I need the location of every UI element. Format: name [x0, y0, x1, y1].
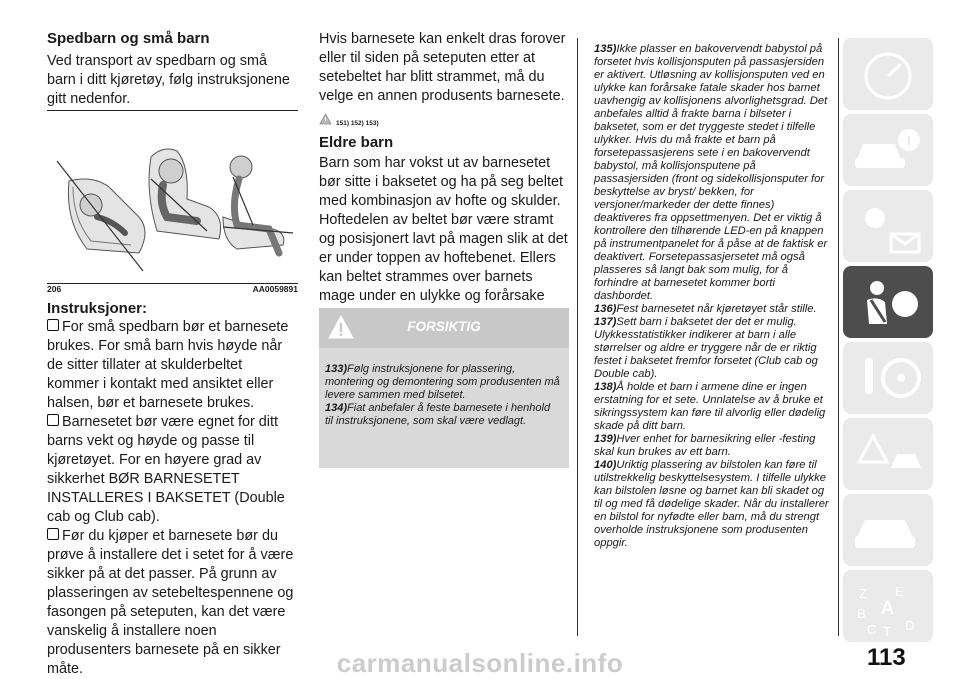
car-service-icon [843, 494, 933, 566]
bullet-square-icon [47, 414, 59, 426]
tab-lights[interactable] [843, 190, 933, 262]
warning-triangle-car-icon [843, 418, 933, 490]
warning-box [319, 308, 569, 468]
bullet-item: Før du kjøper et barnesete bør du prøve å installere det i setet for å være sikker på at det passer. På grunn av plasseringen av setebeltespennene og fasongen på seteputen, kan det være vanskelig å installere noen produsenters barnesete på en sikker måte. [47, 528, 294, 677]
bullet-item: Barnesetet bør være egnet for ditt barns vekt og høyde og passe til kjøretøyet. For en høyere grad av sikkerhet BØR BARNESETET INSTALLERES I BAKSETET (Double cab og Club cab). [47, 414, 285, 525]
bullet-square-icon [47, 528, 59, 540]
reference-line [319, 112, 569, 128]
intro-text: Ved transport av spedbarn og små barn i ditt kjøretøy, følg instruksjonene gitt nedenfor. [47, 53, 290, 107]
index-letter: B [857, 606, 866, 621]
index-letter: E [895, 584, 904, 599]
tab-dashboard[interactable] [843, 38, 933, 110]
tab-maintenance[interactable] [843, 494, 933, 566]
child-seat-illustration [47, 121, 298, 284]
index-letter: Z [859, 586, 867, 601]
tab-emergency[interactable] [843, 418, 933, 490]
paragraph: Hvis barnesete kan enkelt dras forover eller til siden på seteputen etter at setebeltet har blitt strammet, må du velge en annen produsents barnesete. [319, 31, 566, 104]
alphabetical-index-icon [843, 570, 933, 642]
speedometer-icon [843, 38, 933, 110]
watermark: carmanualsonline.info [336, 648, 624, 678]
car-info-icon [843, 114, 933, 186]
column-middle [319, 30, 569, 325]
figure-page-ref: 206 [47, 284, 62, 294]
tab-safety[interactable] [843, 266, 933, 338]
section-heading: Eldre barn [319, 134, 394, 151]
instructions-block [47, 300, 298, 679]
section-heading: Spedbarn og små barn [47, 30, 210, 47]
index-letter: T [883, 624, 891, 639]
instructions-heading: Instruksjoner: [47, 300, 148, 317]
index-letter: C [867, 622, 877, 637]
steering-key-icon [843, 342, 933, 414]
tab-vehicle-info[interactable] [843, 114, 933, 186]
warning-text: 133)Følg instruksjonene for plassering, montering og demontering som produsenten må levere sammen med bilsetet. 134)Fiat anbefaler å feste barnesete i henhold til instruksjonene, som skal være vedlagt. [325, 363, 560, 427]
page-number: 113 [867, 644, 906, 671]
light-warning-icon [843, 190, 933, 262]
warning-title: FORSIKTIG [407, 319, 481, 334]
bullet-item: For små spedbarn bør et barnesete brukes. For små barn hvis høyde når de sitter tillater at skulderbeltet kommer i kontakt med ansiktet eller halsen, bør et barnesete brukes. [47, 319, 289, 411]
warning-references: 151) 152) 153) [336, 120, 379, 127]
column-left [47, 30, 298, 109]
warning-list: 135)Ikke plasser en bakovervendt babystol på forsetet hvis kollisjonsputen på passasjersiden er aktivert. Utløsning av kollisjonsputen ved en ulykke kan forårsake fatale skader hos barnet uavhengig av kollisjonens alvorlighetsgrad. Det anbefales alltid å frakte barna i bilseter i baksetet, som er det tryggeste stedet i tilfelle ulykker. Hvis du må frakte et barn på forsetepassasjerens sete i en bakovervendt babystol, må kollisjonsputene på passasjersiden (front og sidekollisjonsputer for beskyttelse av bryst/ bekken, for versjoner/markeder der dette finnes) deaktiveres fra oppsettmenyen. Det er viktig å kontrollere den tilhørende LED-en på knappen på instrumentpanelet for å påse at de faktisk er deaktivert. Forsetepassasjersetet må også plasseres så langt bak som mulig, for å forhindre at barnesetet kommer borti dashbordet. 136)Fest barnesetet når kjøretøyet står stille. 137)Sett barn i baksetet der det er mulig. Ulykkesstatistikker indikerer at barn i alle størrelser og aldre er tryggere når de er riktig festet i baksetet fremfor forsetet (Club cab og Double cab). 138)Å holde et barn i armene dine er ingen erstatning for et sete. Unnlatelse av å bruke et sikringssystem kan føre til alvorlig eller dødelig skade på ditt barn. 139)Hver enhet for barnesikring eller -festing skal kun brukes av ett barn. 140)Uriktig plassering av bilstolen kan føre til utilstrekkelig beskyttelsesystem. I tilfelle ulykke kan bilstolen løsne og barnet kan bli skadet og til og med få dødelige skader. Når du installerer en bilstol for nyfødte eller barn, må du strengt overholde instruksjonene som produsenten oppgir. [594, 43, 829, 549]
tab-index[interactable] [843, 570, 933, 642]
index-letter: A [881, 598, 894, 618]
warning-header [319, 308, 569, 348]
bullet-square-icon [47, 319, 59, 331]
paragraph: Barn som har vokst ut av barnesetet bør sitte i baksetet og ha på seg beltet med kombinasjon av hofte og skulder. Hoftedelen av beltet bør være stramt og posisjonert lavt på magen slik at det er under toppen av hoftebenet. Ellers kan beltet strammes over barnets mage under en ulykke og forårsake [319, 155, 568, 304]
warning-triangle-icon [319, 113, 332, 125]
airbag-seatbelt-icon [843, 266, 933, 338]
figure-top-rule [47, 110, 298, 111]
figure-code: AA0059891 [252, 284, 298, 294]
column-right-warnings [577, 38, 839, 636]
index-letter: D [905, 618, 915, 633]
tab-starting-driving[interactable] [843, 342, 933, 414]
